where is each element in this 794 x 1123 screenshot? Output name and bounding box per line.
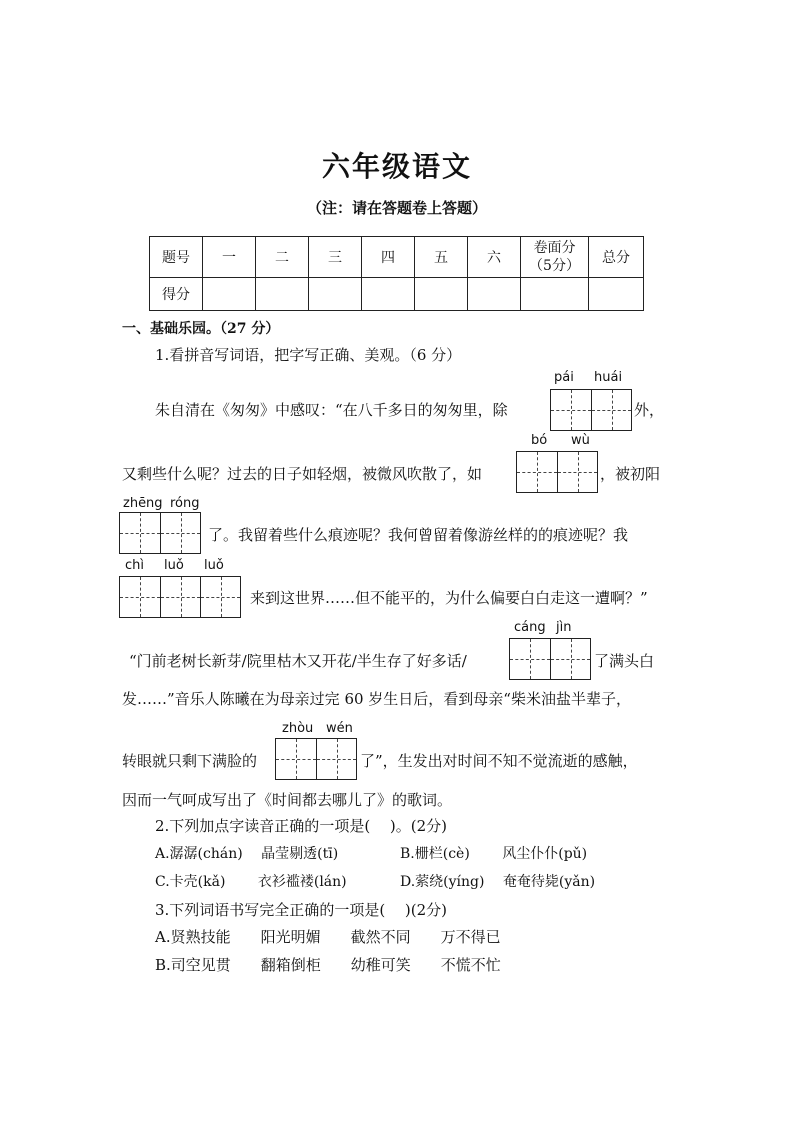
q1-line5-tail: 了满头白 — [594, 652, 655, 670]
writing-cell[interactable] — [276, 739, 316, 779]
header-cell: 四 — [362, 237, 415, 278]
answer-grid-bowu[interactable] — [516, 451, 598, 493]
score-cell[interactable] — [521, 278, 589, 311]
answer-grid-paihuai[interactable] — [550, 389, 632, 431]
header-cell: 三 — [309, 237, 362, 278]
score-table — [149, 236, 644, 311]
writing-cell[interactable] — [200, 577, 240, 617]
writing-cell[interactable] — [120, 577, 160, 617]
q1-line7-tail: 了”，生发出对时间不知不觉流逝的感触， — [360, 752, 638, 770]
header-cell: 六 — [468, 237, 521, 278]
header-cell: 二 — [256, 237, 309, 278]
q1-line7-text: 转眼就只剩下满脸的 — [122, 752, 258, 770]
q1-line4-text: 来到这世界……但不能平的，为什么偏要白白走这一遭啊？” — [250, 589, 648, 607]
q1-line5-text: “门前老树长新芽/院里枯木又开花/半生存了好多话/ — [129, 652, 467, 670]
q1-line1-text: 朱自清在《匆匆》中感叹：“在八千多日的匆匆里，除 — [155, 401, 508, 419]
appearance-points: （5分） — [529, 258, 580, 274]
writing-cell[interactable] — [517, 452, 557, 492]
q1-line2-tail: ，被初阳 — [600, 465, 661, 483]
score-cell[interactable] — [415, 278, 468, 311]
q1-prompt: 1.看拼音写词语，把字写正确、美观。（6 分） — [155, 346, 462, 364]
writing-cell[interactable] — [160, 513, 200, 553]
writing-cell[interactable] — [557, 452, 597, 492]
score-cell[interactable] — [309, 278, 362, 311]
header-cell-appearance — [521, 237, 589, 278]
pinyin: wén — [326, 721, 353, 736]
q1-line3-text: 了。我留着些什么痕迹呢？我何曾留着像游丝样的的痕迹呢？我 — [208, 526, 629, 544]
answer-grid-cangjin[interactable] — [509, 638, 591, 680]
writing-cell[interactable] — [120, 513, 160, 553]
header-cell: 题号 — [150, 237, 203, 278]
exam-note: （注：请在答题卷上答题） — [306, 199, 487, 217]
q1-line6-text: 发……”音乐人陈曦在为母亲过完 60 岁生日后，看到母亲“柴米油盐半辈子， — [122, 690, 631, 708]
q2-option-c[interactable]: C.卡壳(kǎ) 衣衫褴褛(lán) — [155, 874, 347, 890]
pinyin: zhòu — [282, 721, 314, 736]
q1-line2-text: 又剩些什么呢？过去的日子如轻烟，被微风吹散了，如 — [122, 465, 483, 483]
answer-grid-zhouwen[interactable] — [275, 738, 357, 780]
score-cell[interactable] — [362, 278, 415, 311]
q3-option-a[interactable]: A.贤熟技能 阳光明媚 截然不同 万不得已 — [155, 928, 501, 946]
score-table-header-row — [150, 237, 644, 278]
writing-cell[interactable] — [510, 639, 550, 679]
writing-cell[interactable] — [316, 739, 356, 779]
writing-cell[interactable] — [160, 577, 200, 617]
pinyin: luǒ — [164, 558, 184, 573]
pinyin: luǒ — [204, 558, 224, 573]
q3-prompt: 3.下列词语书写完全正确的一项是( )(2分) — [155, 901, 448, 919]
score-table-score-row — [150, 278, 644, 311]
answer-grid-zhengrong[interactable] — [119, 512, 201, 554]
pinyin: wù — [571, 433, 590, 448]
score-cell[interactable] — [256, 278, 309, 311]
score-cell[interactable] — [203, 278, 256, 311]
q3-option-b[interactable]: B.司空见贯 翻箱倒柜 幼稚可笑 不慌不忙 — [155, 956, 501, 974]
score-label-cell: 得分 — [150, 278, 203, 311]
q2-option-b[interactable]: B.栅栏(cè) 风尘仆仆(pǔ) — [400, 846, 588, 862]
section1-heading: 一、基础乐园。（27 分） — [122, 321, 280, 337]
q2-option-a[interactable]: A.潺潺(chán) 晶莹剔透(tī) — [155, 846, 339, 862]
writing-cell[interactable] — [550, 639, 590, 679]
answer-grid-chiluoluo[interactable] — [119, 576, 241, 618]
header-cell: 总分 — [589, 237, 644, 278]
pinyin: cáng — [514, 620, 546, 635]
score-cell[interactable] — [468, 278, 521, 311]
pinyin: chì — [125, 558, 144, 573]
score-cell[interactable] — [589, 278, 644, 311]
pinyin: jìn — [556, 620, 572, 635]
pinyin: zhēng — [123, 496, 163, 511]
writing-cell[interactable] — [591, 390, 631, 430]
q2-option-d[interactable]: D.萦绕(yíng) 奄奄待毙(yǎn) — [400, 874, 596, 890]
writing-cell[interactable] — [551, 390, 591, 430]
header-cell: 五 — [415, 237, 468, 278]
pinyin: róng — [170, 496, 200, 511]
q1-line8-text: 因而一气呵成写出了《时间都去哪儿了》的歌词。 — [122, 791, 453, 809]
header-cell: 一 — [203, 237, 256, 278]
pinyin: bó — [531, 433, 548, 448]
page-title: 六年级语文 — [321, 150, 472, 183]
q2-prompt: 2.下列加点字读音正确的一项是( )。(2分) — [155, 817, 448, 835]
appearance-label: 卷面分 — [533, 240, 576, 256]
pinyin: pái — [554, 370, 574, 385]
pinyin: huái — [594, 370, 623, 385]
q1-line1-tail: 外， — [634, 401, 665, 419]
